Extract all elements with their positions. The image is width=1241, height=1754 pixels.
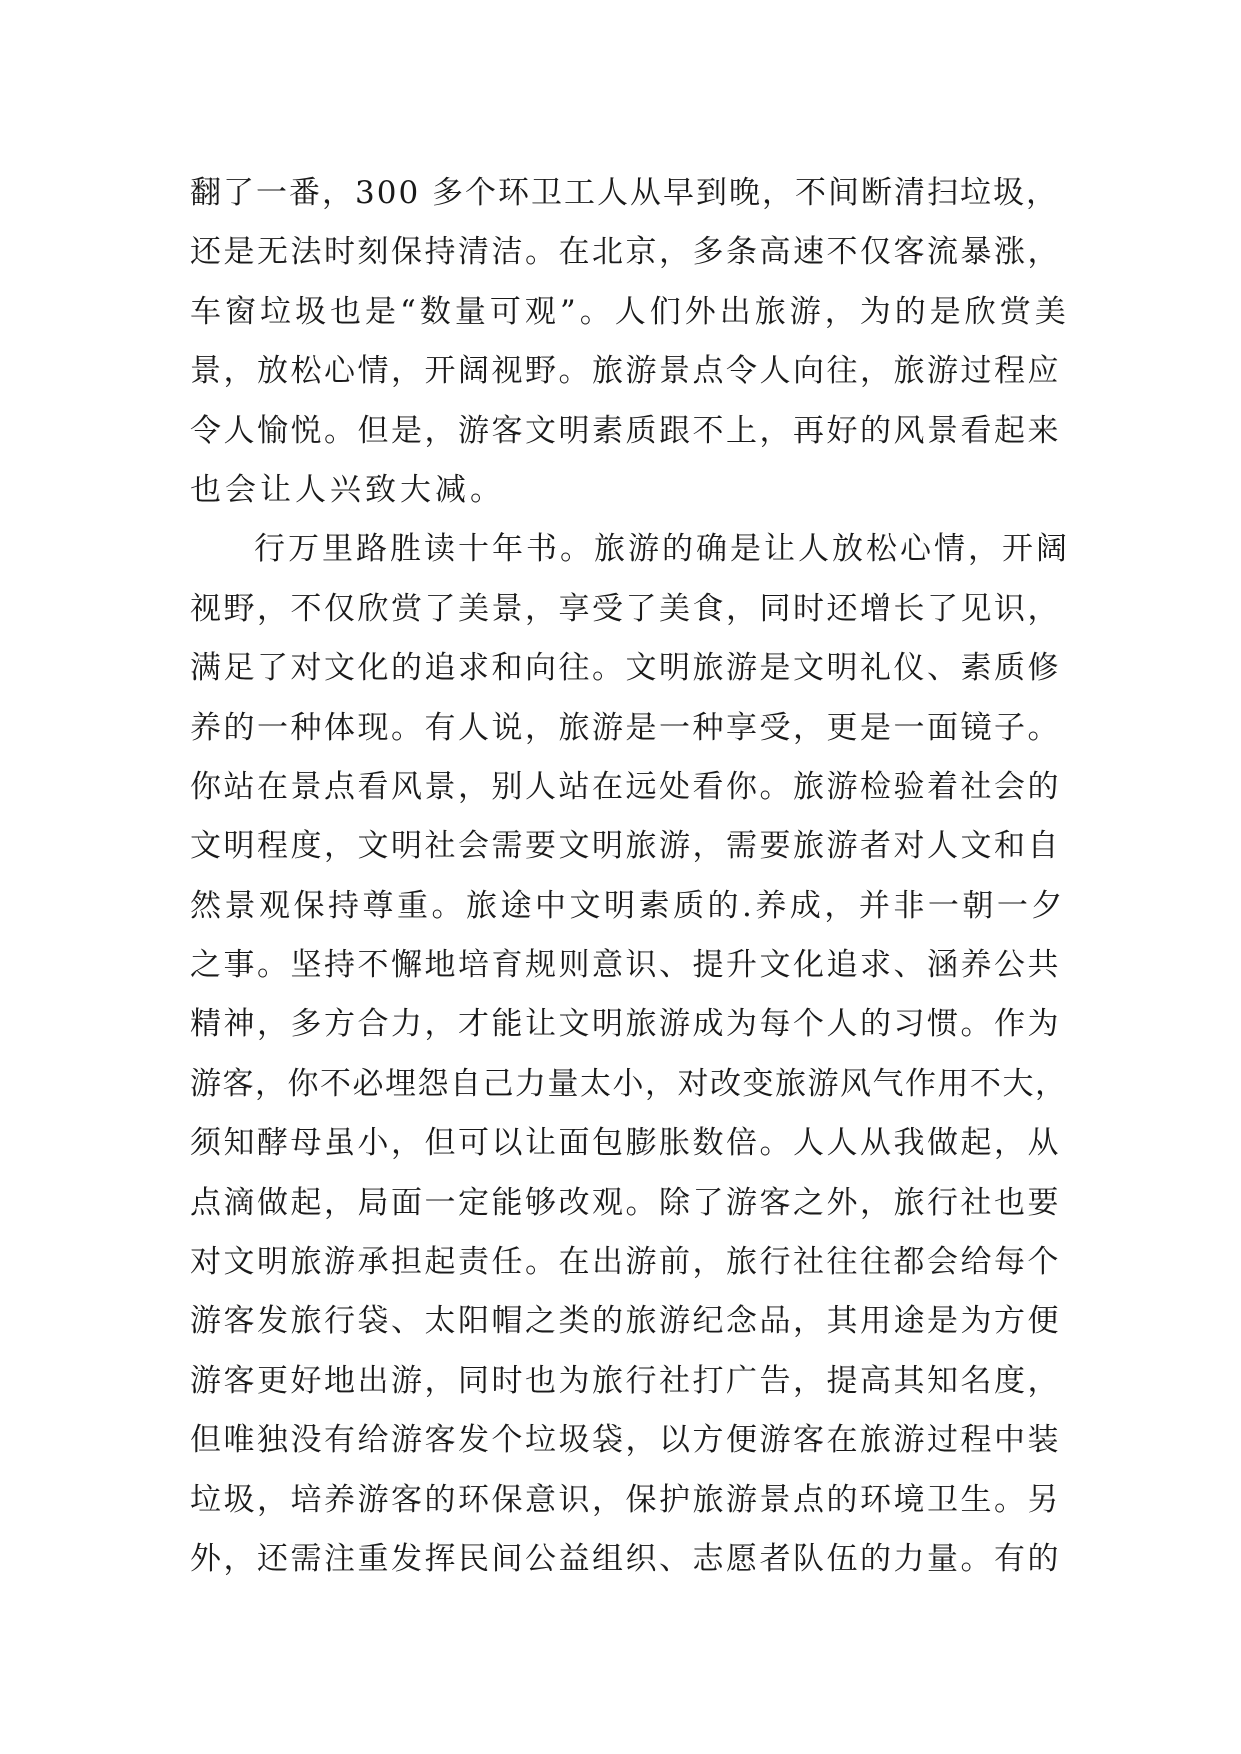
text-line: 令人愉悦。但是，游客文明素质跟不上，再好的风景看起来 xyxy=(190,412,1061,449)
text-line: 然景观保持尊重。旅途中文明素质的.养成，并非一朝一夕 xyxy=(190,887,1066,924)
text-line: 翻了一番，300 多个环卫工人从早到晚，不间断清扫垃圾， xyxy=(190,175,1060,211)
text-line: 垃圾，培养游客的环保意识，保护旅游景点的环境卫生。另 xyxy=(190,1481,1061,1518)
text-line: 但唯独没有给游客发个垃圾袋，以方便游客在旅游过程中装 xyxy=(190,1422,1061,1459)
text-line: 游客，你不必埋怨自己力量太小，对改变旅游风气作用不大， xyxy=(190,1065,1068,1102)
text-line: 还是无法时刻保持清洁。在北京，多条高速不仅客流暴涨， xyxy=(190,234,1061,271)
text-line: 养的一种体现。有人说，旅游是一种享受，更是一面镜子。 xyxy=(190,709,1061,746)
text-line: 之事。坚持不懈地培育规则意识、提升文化追求、涵养公共 xyxy=(190,947,1061,984)
body-text xyxy=(190,164,1070,1589)
paragraph-2 xyxy=(190,520,1070,1589)
text-line: 游客更好地出游，同时也为旅行社打广告，提高其知名度， xyxy=(190,1362,1061,1399)
text-line: 满足了对文化的追求和向往。文明旅游是文明礼仪、素质修 xyxy=(190,650,1061,687)
text-line: 你站在景点看风景，别人站在远处看你。旅游检验着社会的 xyxy=(190,768,1061,805)
text-line: 文明程度，文明社会需要文明旅游，需要旅游者对人文和自 xyxy=(190,828,1061,865)
paragraph-1 xyxy=(190,164,1070,520)
text-line: 车窗垃圾也是“数量可观”。人们外出旅游，为的是欣赏美 xyxy=(190,293,1070,330)
text-line: 点滴做起，局面一定能够改观。除了游客之外，旅行社也要 xyxy=(190,1184,1061,1221)
text-line: 景，放松心情，开阔视野。旅游景点令人向往，旅游过程应 xyxy=(190,353,1061,390)
text-line: 外，还需注重发挥民间公益组织、志愿者队伍的力量。有的 xyxy=(190,1540,1061,1577)
text-line: 精神，多方合力，才能让文明旅游成为每个人的习惯。作为 xyxy=(190,1006,1061,1043)
text-line: 须知酵母虽小，但可以让面包膨胀数倍。人人从我做起，从 xyxy=(190,1125,1061,1162)
text-line: 游客发旅行袋、太阳帽之类的旅游纪念品，其用途是为方便 xyxy=(190,1303,1061,1340)
text-line: 对文明旅游承担起责任。在出游前，旅行社往往都会给每个 xyxy=(190,1244,1061,1281)
text-line: 行万里路胜读十年书。旅游的确是让人放松心情，开阔 xyxy=(254,531,1070,568)
text-line: 视野，不仅欣赏了美景，享受了美食，同时还增长了见识， xyxy=(190,590,1061,627)
text-line: 也会让人兴致大减。 xyxy=(190,471,505,508)
